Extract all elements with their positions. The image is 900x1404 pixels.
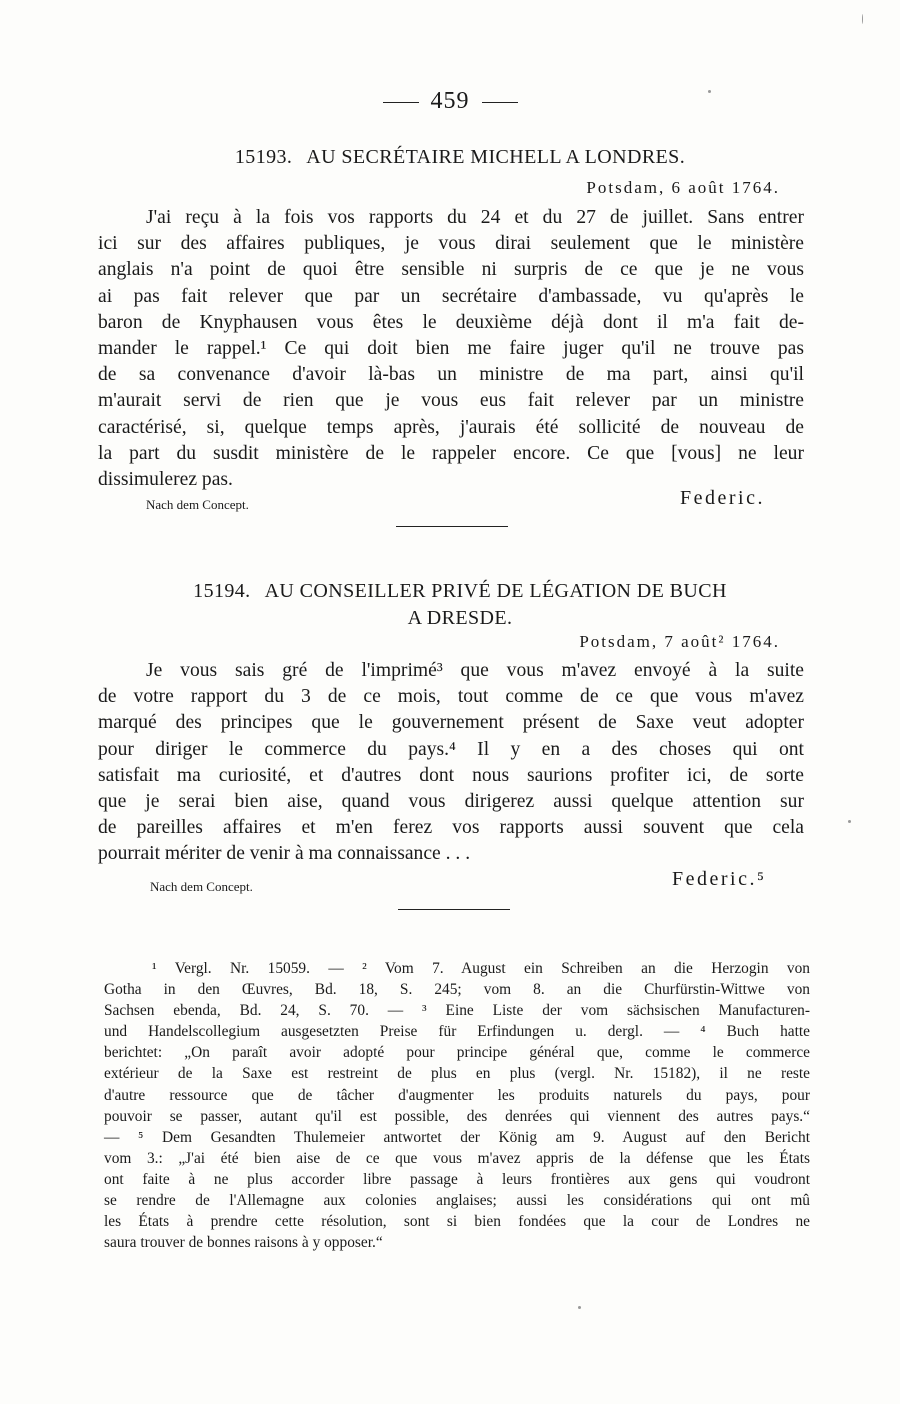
dateline-15193: Potsdam, 6 août 1764. (586, 178, 780, 197)
letter-title: AU SECRÉTAIRE MICHELL A LONDRES. (306, 146, 686, 168)
body-line: marqué des principes que le gouvernement présent de Saxe veut adopter (98, 712, 804, 734)
footnote-line: ont faite à ne plus accorder libre passage à leurs frontières aux gens qui voudront (104, 1170, 810, 1188)
body-line: baron de Knyphausen vous êtes le deuxième déjà dont il m'a fait de- (98, 311, 804, 333)
section-divider (398, 909, 510, 910)
footnote-line: se rendre de l'Allemagne aux colonies anglaises; aussi les considérations qui ont mû (104, 1192, 810, 1210)
footnotes (104, 958, 810, 1253)
footnote-line: ¹ Vergl. Nr. 15059. — ² Vom 7. August ein Schreiben an die Herzogin von (152, 960, 810, 977)
letter-heading-15194-line2: A DRESDE. (407, 607, 513, 629)
body-line: ici sur des affaires publiques, je vous dirai seulement que le ministère (98, 233, 804, 255)
page-number-dash-right (482, 102, 518, 103)
source-note-15194: Nach dem Concept. (150, 879, 253, 894)
section-divider (396, 526, 508, 527)
body-line: dissimulerez pas. (98, 469, 233, 491)
footnote-line: d'autre ressource que de tâcher d'augmenter les produits naturels du pays, pour (104, 1086, 810, 1104)
signature-15193: Federic. (680, 487, 765, 509)
body-line: que je serai bien aise, quand vous dirigerez aussi quelque attention sur (98, 791, 804, 813)
body-line: Je vous sais gré de l'imprimé³ que vous m'avez envoyé à la suite (146, 660, 804, 681)
body-line: J'ai reçu à la fois vos rapports du 24 et du 27 de juillet. Sans entrer (146, 207, 804, 228)
letter-title: AU CONSEILLER PRIVÉ DE LÉGATION DE BUCH (264, 580, 727, 602)
footnote-line: vom 3.: „J'ai été bien aise de ce que vous m'avez appris de la défense que les États (104, 1149, 810, 1167)
page-number-dash-left (383, 102, 419, 103)
letter-number: 15193. (234, 146, 293, 168)
letter-body-15193 (98, 205, 804, 493)
footnote-line: extérieur de la Saxe est restreint de plus en plus (vergl. Nr. 15182), il ne reste (104, 1065, 810, 1083)
footnote-line: Gotha in den Œuvres, Bd. 18, S. 245; vom 8. an die Churfürstin-Wittwe von (104, 981, 810, 999)
body-line: de votre rapport du 3 de ce mois, tout comme de ce que vous m'avez (98, 686, 804, 708)
body-line: de sa convenance d'avoir là-bas un ministre de ma part, ainsi qu'il (98, 364, 804, 386)
body-line: caractérisé, si, quelque temps après, j'aurais été sollicité de nouveau de (98, 416, 804, 438)
footnote-line: les États à prendre cette résolution, sont si bien fondées que la cour de Londres ne (104, 1213, 810, 1231)
signature-15194: Federic.⁵ (672, 868, 767, 890)
source-note-15193: Nach dem Concept. (146, 497, 249, 512)
body-line: de pareilles affaires et m'en ferez vos rapports aussi souvent que cela (98, 817, 804, 839)
footnote-line: Sachsen ebenda, Bd. 24, S. 70. — ³ Eine Liste der vom sächsischen Manufacturen- (104, 1002, 810, 1020)
body-line: pour diriger le commerce du pays.⁴ Il y en a des choses qui ont (98, 738, 804, 760)
scan-speck (848, 820, 851, 823)
footnote-line: pouvoir se passer, autant qu'il est possible, des denrées qui viennent des autres pays.“ (104, 1107, 810, 1125)
body-line: pourrait mériter de venir à ma connaissance . . . (98, 843, 471, 865)
letter-heading-15194 (120, 580, 800, 603)
body-line: ai pas fait relever que par un secrétaire d'ambassade, vu qu'après le (98, 285, 804, 307)
letter-body-15194 (98, 658, 804, 868)
letter-number: 15194. (193, 580, 251, 602)
scan-speck (578, 1306, 581, 1309)
dateline-15194: Potsdam, 7 août² 1764. (579, 632, 780, 651)
page-number-text: 459 (430, 88, 470, 114)
footnote-line: und Handelscollegium ausgesetzten Preise für Erfindungen u. dergl. — ⁴ Buch hatte (104, 1023, 810, 1041)
body-line: la part du susdit ministère de le rappeler encore. Ce que [vous] ne leur (98, 442, 804, 464)
letter-heading-15193 (120, 146, 800, 169)
scan-speck (708, 90, 711, 93)
footnote-line: saura trouver de bonnes raisons à y opposer.“ (104, 1234, 383, 1252)
body-line: mander le rappel.¹ Ce qui doit bien me faire juger qu'il ne trouve pas (98, 338, 804, 360)
body-line: satisfait ma curiosité, et d'autres dont nous saurions profiter ici, de sorte (98, 764, 804, 786)
body-line: anglais n'a point de quoi être sensible ni surpris de ce que je ne vous (98, 259, 804, 281)
body-line: m'aurait servi de rien que je vous eus fait relever par un ministre (98, 390, 804, 412)
page-number (0, 88, 900, 115)
footnote-line: — ⁵ Dem Gesandten Thulemeier antwortet der König am 9. August auf den Bericht (104, 1128, 810, 1146)
scan-speck (862, 14, 863, 24)
footnote-line: berichtet: „On paraît avoir adopté pour principe général que, comme le commerce (104, 1044, 810, 1062)
